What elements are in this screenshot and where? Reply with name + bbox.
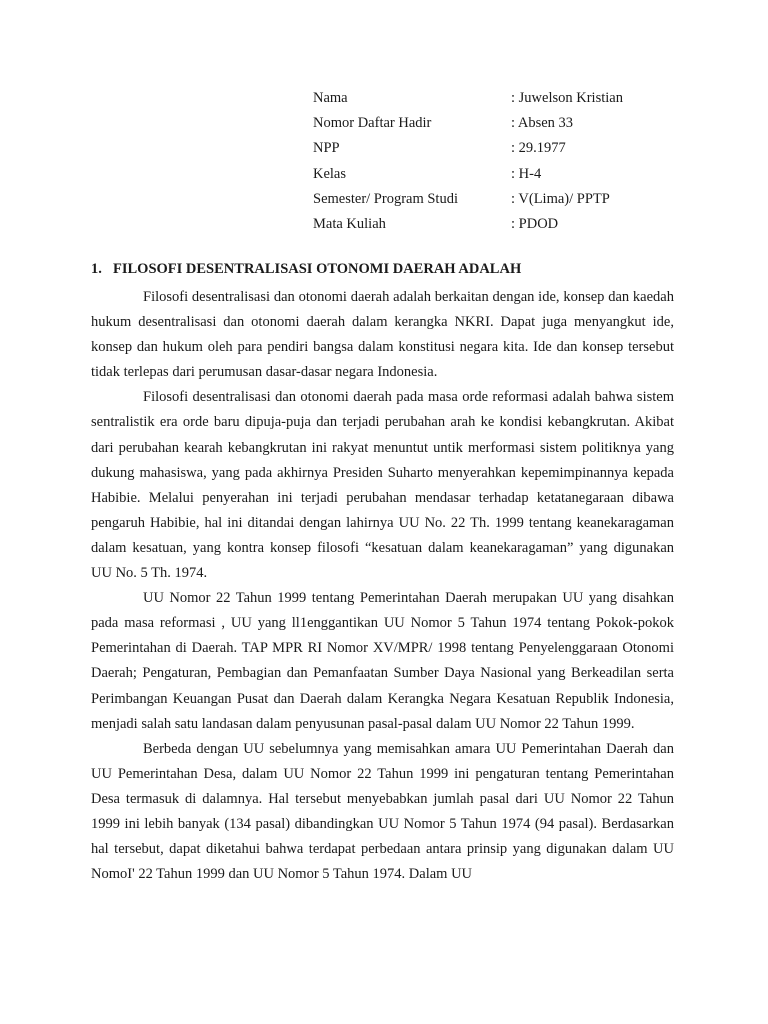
info-value: : H-4 [511,165,542,182]
info-value: : V(Lima)/ PPTP [511,190,610,207]
student-info-table [313,86,623,237]
info-label: Kelas [313,165,347,182]
paragraph-1: Filosofi desentralisasi dan otonomi daerah adalah berkaitan dengan ide, konsep dan kaedah hukum desentralisasi dan otonomi daerah dalam kerangka NKRI. Dapat juga menyangkut ide, konsep dan hukum oleh para pendiri bangsa dalam konstitusi negara kita. Ide dan konsep tersebut tidak terlepas dari perumusan dasar-dasar negara Indonesia. [91,289,674,381]
info-value: : PDOD [511,216,559,233]
body-text [91,285,674,887]
info-row-semester-program [313,187,623,212]
info-label: Nama [313,90,348,107]
info-label: Mata Kuliah [313,216,386,233]
section-number: 1. [91,261,102,277]
info-label: Semester/ Program Studi [313,190,458,207]
paragraph-2: Filosofi desentralisasi dan otonomi daerah pada masa orde reformasi adalah bahwa sistem sentralistik era orde baru dipuja-puja dan terjadi perubahan arah ke kondisi kebangkrutan. Akibat dari perubahan kearah kebangkrutan ini rakyat menuntut untik merformasi sistem politiknya yang dukung mahasiswa, yang pada akhirnya Presiden Suharto menyerahkan kepemimpinannya kepada Habibie. Melalui penyerahan ini terjadi perubahan mendasar terhadap ketatanegaraan dibawa pengaruh Habibie, hal ini ditandai dengan lahirnya UU No. 22 Th. 1999 tentang keanekaragaman dalam kesatuan, yang kontra konsep filosofi “kesatuan dalam keanekaragaman” yang digunakan UU No. 5 Th. 1974. [91,389,674,582]
info-row-course [313,212,623,237]
info-row-class [313,162,623,187]
info-label: NPP [313,140,340,157]
info-row-attendance-number [313,111,623,136]
info-value: : Absen 33 [511,115,574,132]
section-title: FILOSOFI DESENTRALISASI OTONOMI DAERAH ADALAH [113,261,522,277]
info-row-name [313,86,623,111]
info-value: : Juwelson Kristian [511,90,623,107]
paragraph-3: UU Nomor 22 Tahun 1999 tentang Pemerintahan Daerah merupakan UU yang disahkan pada masa reformasi , UU yang ll1enggantikan UU Nomor 5 Tahun 1974 tentang Pokok-pokok Pemerintahan di Daerah. TAP MPR RI Nomor XV/MPR/ 1998 tentang Penyelenggaraan Otonomi Daerah; Pengaturan, Pembagian dan Pemanfaatan Sumber Daya Nasional yang Berkeadilan serta Perimbangan Keuangan Pusat dan Daerah dalam Kerangka Negara Kesatuan Republik Indonesia, menjadi salah satu landasan dalam penyusunan pasal-pasal dalam UU Nomor 22 Tahun 1999. [91,590,674,732]
info-label: Nomor Daftar Hadir [313,115,432,132]
section-heading [91,261,521,278]
info-value: : 29.1977 [511,140,566,157]
info-row-npp [313,136,623,161]
paragraph-4: Berbeda dengan UU sebelumnya yang memisahkan amara UU Pemerintahan Daerah dan UU Pemerintahan Desa, dalam UU Nomor 22 Tahun 1999 ini pengaturan tentang Pemerintahan Desa termasuk di dalamnya. Hal tersebut menyebabkan jumlah pasal dari UU Nomor 22 Tahun 1999 ini lebih banyak (134 pasal) dibandingkan UU Nomor 5 Tahun 1974 (94 pasal). Berdasarkan hal tersebut, dapat diketahui bahwa terdapat perbedaan antara prinsip yang digunakan dalam UU NomoI' 22 Tahun 1999 dan UU Nomor 5 Tahun 1974. Dalam UU [91,740,674,883]
